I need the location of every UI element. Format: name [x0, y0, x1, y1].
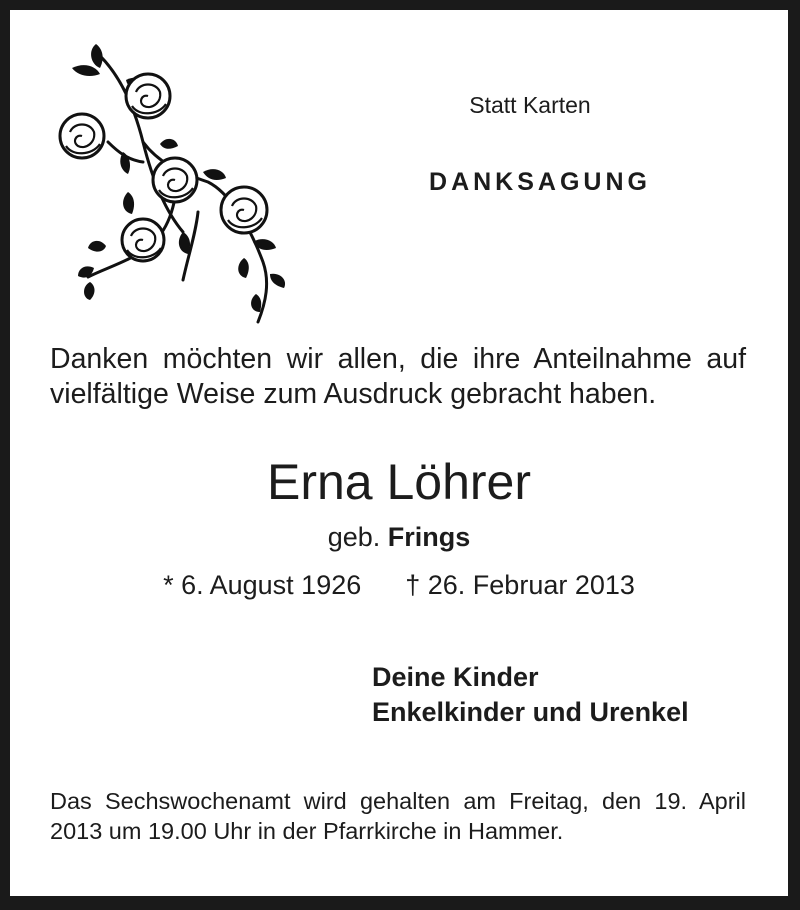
signer-line-children: Deine Kinder — [372, 662, 539, 692]
life-dates — [10, 570, 788, 601]
roses-illustration — [48, 32, 298, 327]
birth-name-line — [10, 522, 788, 553]
heading-danksagung: DANKSAGUNG — [429, 168, 651, 196]
deceased-name: Erna Löhrer — [266, 454, 532, 510]
maiden-name: Frings — [387, 522, 471, 552]
statt-karten-label: Statt Karten — [469, 92, 591, 118]
signers-block — [372, 660, 689, 730]
service-notice: Das Sechswochenamt wird gehalten am Freitag, den 19. April 2013 um 19.00 Uhr in der Pfarrkirche in Hammer. — [50, 788, 746, 844]
death-date: † 26. Februar 2013 — [405, 570, 635, 600]
intro-paragraph: Danken möchten wir allen, die ihre Anteilnahme auf vielfältige Weise zum Ausdruck gebracht haben. — [50, 343, 746, 410]
geb-prefix: geb. — [327, 522, 381, 552]
signer-line-grandchildren: Enkelkinder und Urenkel — [372, 697, 689, 727]
birth-date: * 6. August 1926 — [163, 570, 362, 600]
obituary-card — [10, 10, 788, 896]
